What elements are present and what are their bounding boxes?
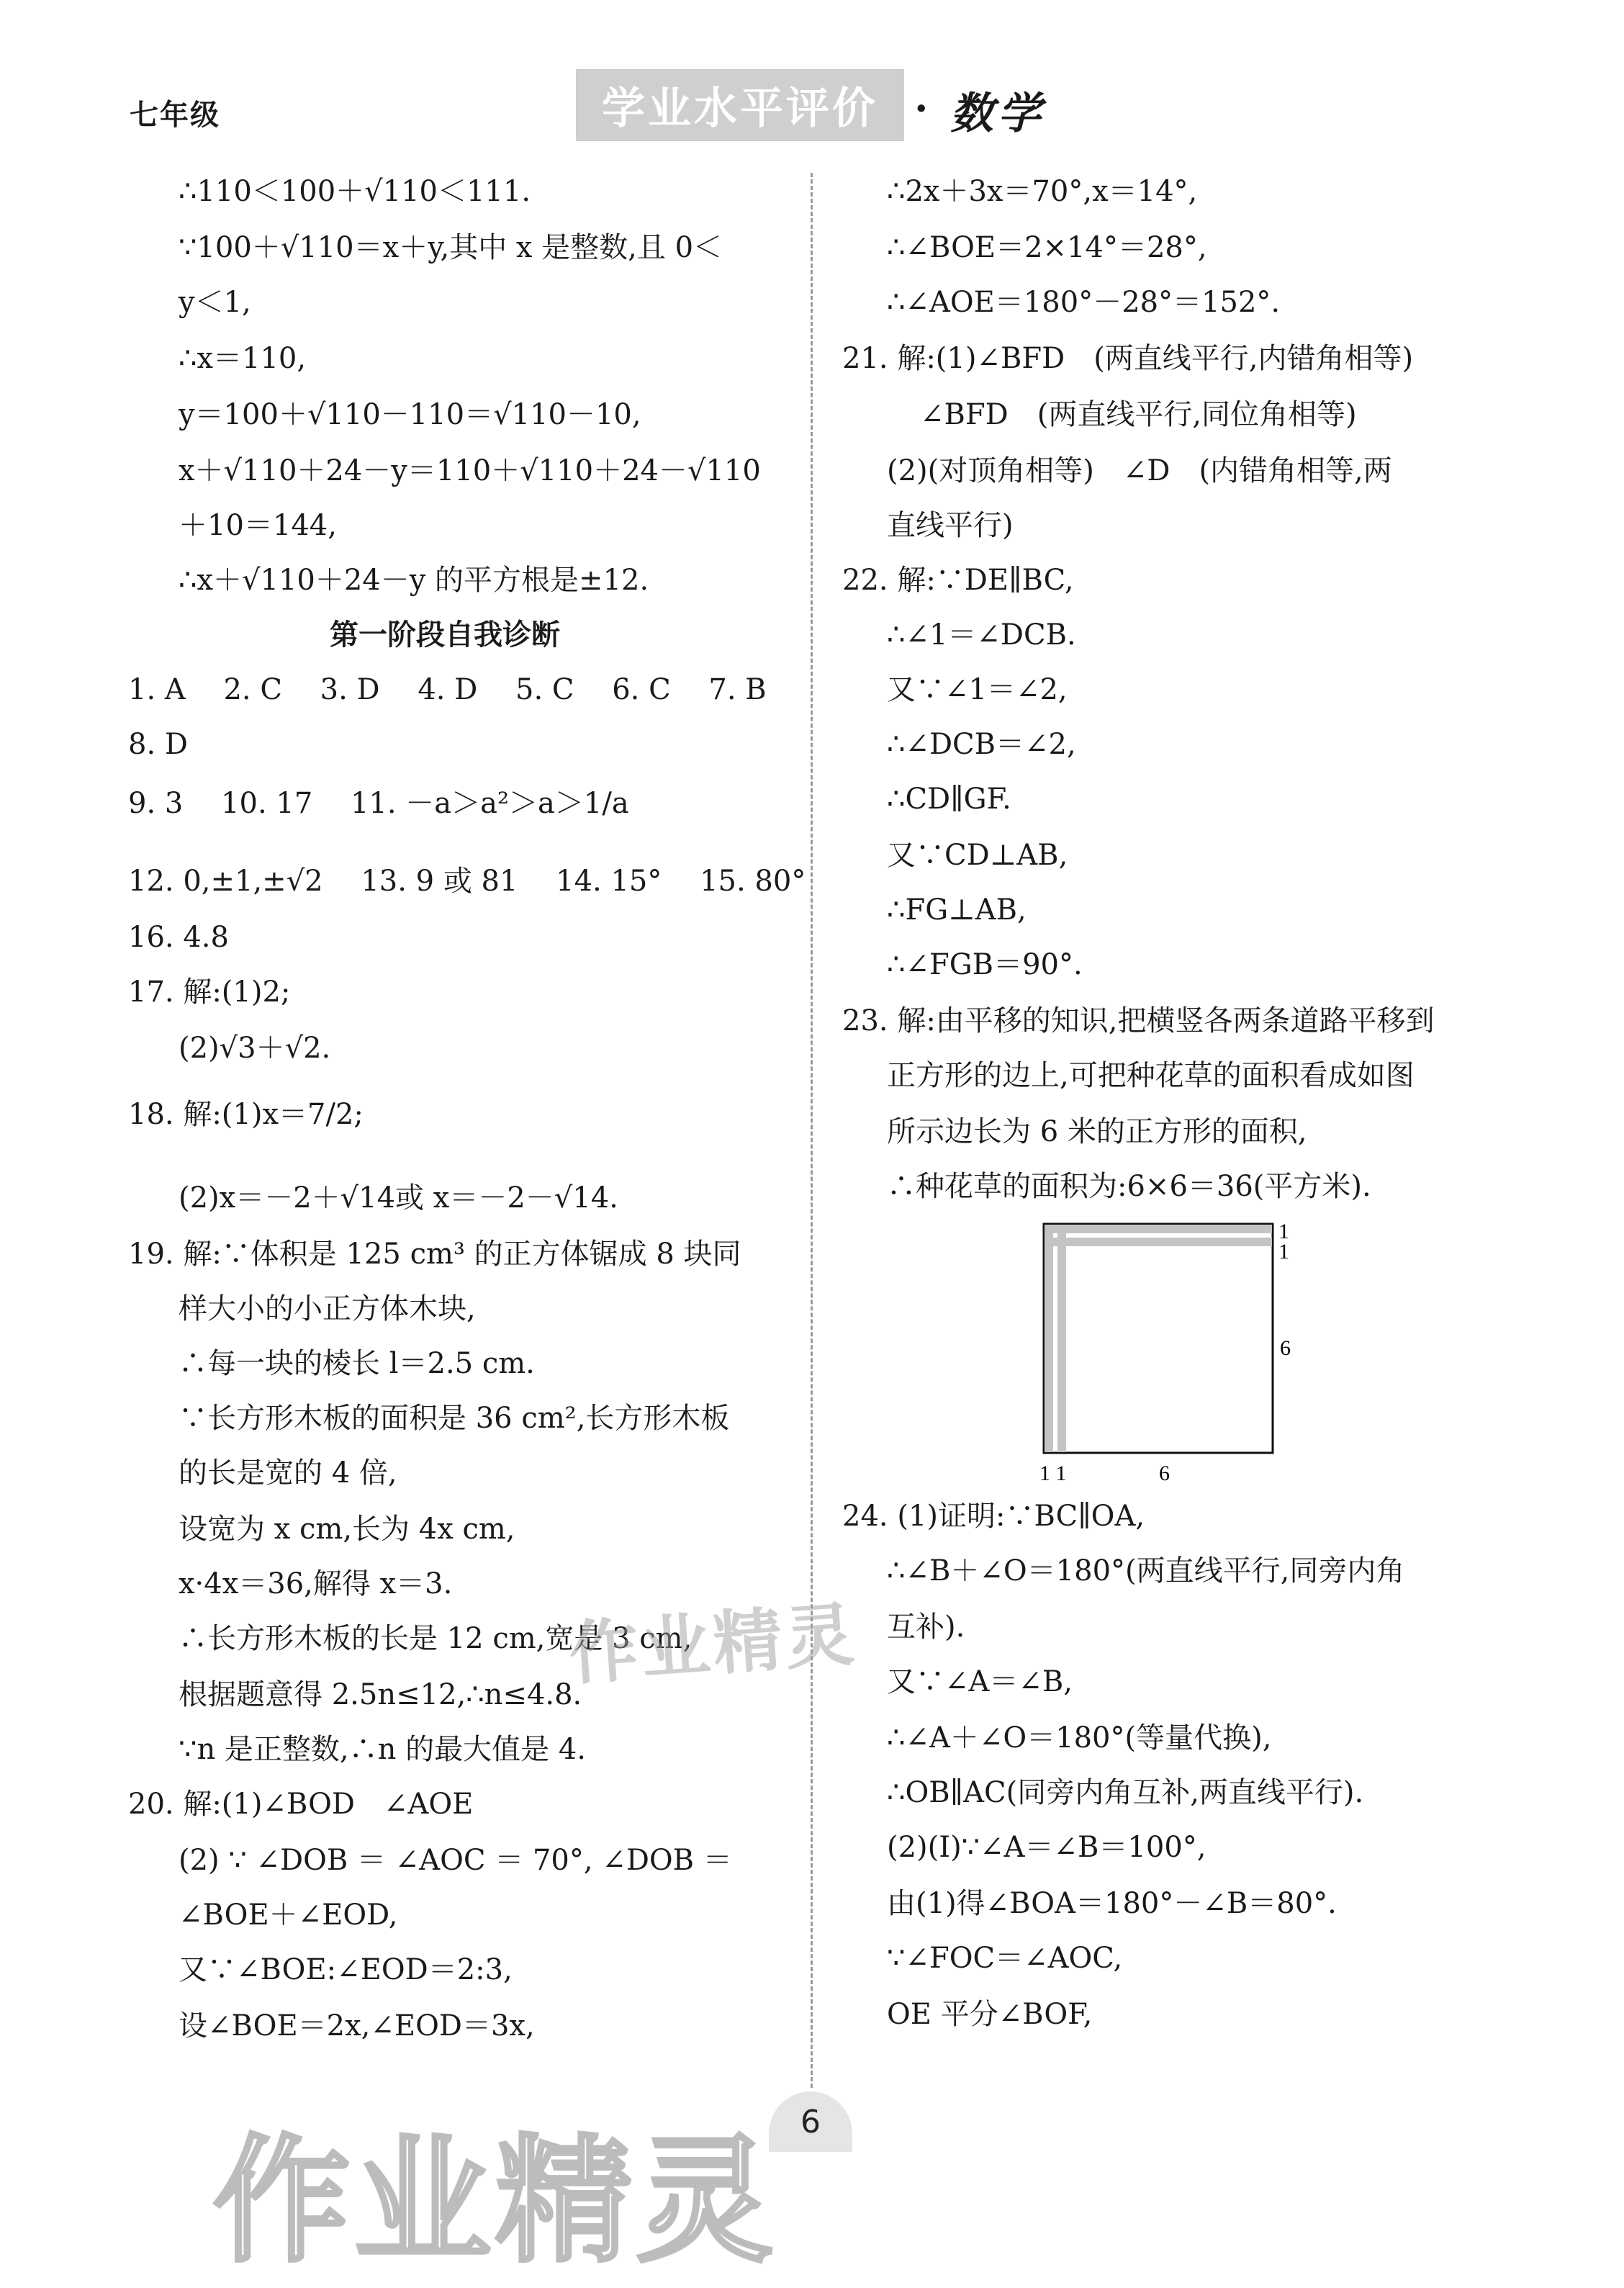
label-bottom-ones: 1 1 xyxy=(1039,1461,1067,1485)
section-title: 第一阶段自我诊断 xyxy=(330,618,560,652)
answer-line: 正方形的边上,可把种花草的面积看成如图 xyxy=(887,1059,1415,1092)
watermark-small: 作业精灵 xyxy=(567,1594,860,1695)
answer-line: 9. 3 10. 17 11. －a＞a²＞a＞1/a xyxy=(128,787,629,820)
answer-line: OE 平分∠BOF, xyxy=(887,1998,1093,2031)
answer-line: 由(1)得∠BOA＝180°－∠B＝80°. xyxy=(887,1887,1337,1920)
label-bottom-6: 6 xyxy=(1159,1461,1170,1485)
answer-line: ∴2x＋3x＝70°,x＝14°, xyxy=(887,175,1198,208)
answer-line: y＝100＋√110－110＝√110－10, xyxy=(179,398,641,431)
answer-line: 24. (1)证明:∵BC∥OA, xyxy=(842,1500,1145,1533)
answer-line: 又∵CD⊥AB, xyxy=(887,839,1068,872)
book-title-banner: 学业水平评价 xyxy=(576,69,904,141)
horizontal-road-2 xyxy=(1045,1238,1272,1246)
answer-line: 又∵∠A＝∠B, xyxy=(887,1665,1073,1698)
answer-line: 根据题意得 2.5n≤12,∴n≤4.8. xyxy=(179,1678,582,1711)
answer-line: ＋10＝144, xyxy=(179,509,337,542)
answer-line: ∴种花草的面积为:6×6＝36(平方米). xyxy=(887,1170,1371,1203)
answer-line: 设∠BOE＝2x,∠EOD＝3x, xyxy=(179,2009,535,2042)
answer-line: 23. 解:由平移的知识,把横竖各两条道路平移到 xyxy=(842,1004,1435,1037)
answer-line: ∴∠BOE＝2×14°＝28°, xyxy=(887,231,1207,264)
answer-line: (2)√3＋√2. xyxy=(179,1032,331,1065)
answer-line: (2)x＝－2＋√14或 x＝－2－√14. xyxy=(179,1181,618,1215)
answer-line: ∴FG⊥AB, xyxy=(887,893,1027,927)
answer-line: ∵长方形木板的面积是 36 cm²,长方形木板 xyxy=(179,1402,730,1435)
outer-square xyxy=(1044,1224,1273,1453)
horizontal-road-1 xyxy=(1045,1225,1272,1233)
answer-line: 所示边长为 6 米的正方形的面积, xyxy=(887,1115,1307,1148)
grade-label: 七年级 xyxy=(130,98,220,132)
answer-line: ∵n 是正整数,∴n 的最大值是 4. xyxy=(179,1733,586,1766)
answer-line: ∴OB∥AC(同旁内角互补,两直线平行). xyxy=(887,1776,1364,1809)
page-number: 6 xyxy=(769,2091,852,2152)
answer-line: 的长是宽的 4 倍, xyxy=(179,1456,397,1490)
answer-line: 12. 0,±1,±√2 13. 9 或 81 14. 15° 15. 80° xyxy=(128,865,806,898)
answer-line: 1. A 2. C 3. D 4. D 5. C 6. C 7. B xyxy=(128,673,767,706)
answer-line: 设宽为 x cm,长为 4x cm, xyxy=(179,1513,515,1546)
answer-line: 22. 解:∵DE∥BC, xyxy=(842,564,1074,597)
answer-line: ∠BOE＋∠EOD, xyxy=(179,1899,398,1932)
answer-line: 21. 解:(1)∠BFD (两直线平行,内错角相等) xyxy=(842,342,1414,375)
answer-line: 又∵∠1＝∠2, xyxy=(887,673,1068,706)
label-side-6: 6 xyxy=(1280,1336,1291,1360)
watermark-logo: 作业精灵 xyxy=(213,2122,778,2281)
answer-line: ∠BFD (两直线平行,同位角相等) xyxy=(920,398,1357,431)
answer-line: 19. 解:∵体积是 125 cm³ 的正方体锯成 8 块同 xyxy=(128,1238,741,1271)
label-top-2: 1 xyxy=(1278,1240,1289,1264)
answer-line: 20. 解:(1)∠BOD ∠AOE xyxy=(128,1788,474,1821)
vertical-road-1 xyxy=(1045,1225,1053,1452)
answer-line: 又∵∠BOE:∠EOD＝2:3, xyxy=(179,1953,513,1986)
answer-line: ∴∠A＋∠O＝180°(等量代换), xyxy=(887,1721,1272,1755)
answer-line: ∴x＝110, xyxy=(179,342,307,375)
answer-line: y＜1, xyxy=(179,286,251,319)
answer-line: 直线平行) xyxy=(887,509,1014,542)
answer-line: ∴每一块的棱长 l＝2.5 cm. xyxy=(179,1347,535,1380)
answer-line: ∴x＋√110＋24－y 的平方根是±12. xyxy=(179,564,649,597)
answer-line: ∴110＜100＋√110＜111. xyxy=(179,175,531,208)
column-divider xyxy=(811,173,813,2088)
answer-line: (2)(Ⅰ)∵∠A＝∠B＝100°, xyxy=(887,1831,1206,1864)
answer-line: 样大小的小正方体木块, xyxy=(179,1292,476,1325)
answer-line: (2)(对顶角相等) ∠D (内错角相等,两 xyxy=(887,454,1392,487)
square-diagram xyxy=(1037,1217,1296,1490)
answer-line: ∴∠B＋∠O＝180°(两直线平行,同旁内角 xyxy=(887,1554,1405,1587)
answer-line: 互补). xyxy=(887,1611,965,1644)
answer-line: ∴CD∥GF. xyxy=(887,783,1011,816)
header-dot: · xyxy=(914,85,929,132)
label-top-1: 1 xyxy=(1278,1220,1289,1243)
answer-line: ∴∠AOE＝180°－28°＝152°. xyxy=(887,286,1281,319)
answer-line: ∴∠FGB＝90°. xyxy=(887,948,1083,981)
answer-line: 18. 解:(1)x＝7/2; xyxy=(128,1098,364,1131)
answer-line: ∵100＋√110＝x＋y,其中 x 是整数,且 0＜ xyxy=(179,231,723,264)
answer-line: 16. 4.8 xyxy=(128,921,229,954)
answer-line: ∵∠FOC＝∠AOC, xyxy=(887,1942,1123,1975)
answer-line: x·4x＝36,解得 x＝3. xyxy=(179,1567,453,1600)
answer-line: ∴∠1＝∠DCB. xyxy=(887,618,1076,652)
answer-line: (2) ∵ ∠DOB ＝ ∠AOC ＝ 70°, ∠DOB ＝ xyxy=(179,1844,732,1877)
answer-line: ∴∠DCB＝∠2, xyxy=(887,728,1076,761)
subject-label: 数学 xyxy=(950,89,1045,139)
answer-line: 8. D xyxy=(128,728,188,761)
answer-line: x＋√110＋24－y＝110＋√110＋24－√110 xyxy=(179,454,761,487)
vertical-road-2 xyxy=(1057,1225,1066,1452)
answer-line: ∴长方形木板的长是 12 cm,宽是 3 cm, xyxy=(179,1622,693,1655)
answer-line: 17. 解:(1)2; xyxy=(128,976,291,1009)
